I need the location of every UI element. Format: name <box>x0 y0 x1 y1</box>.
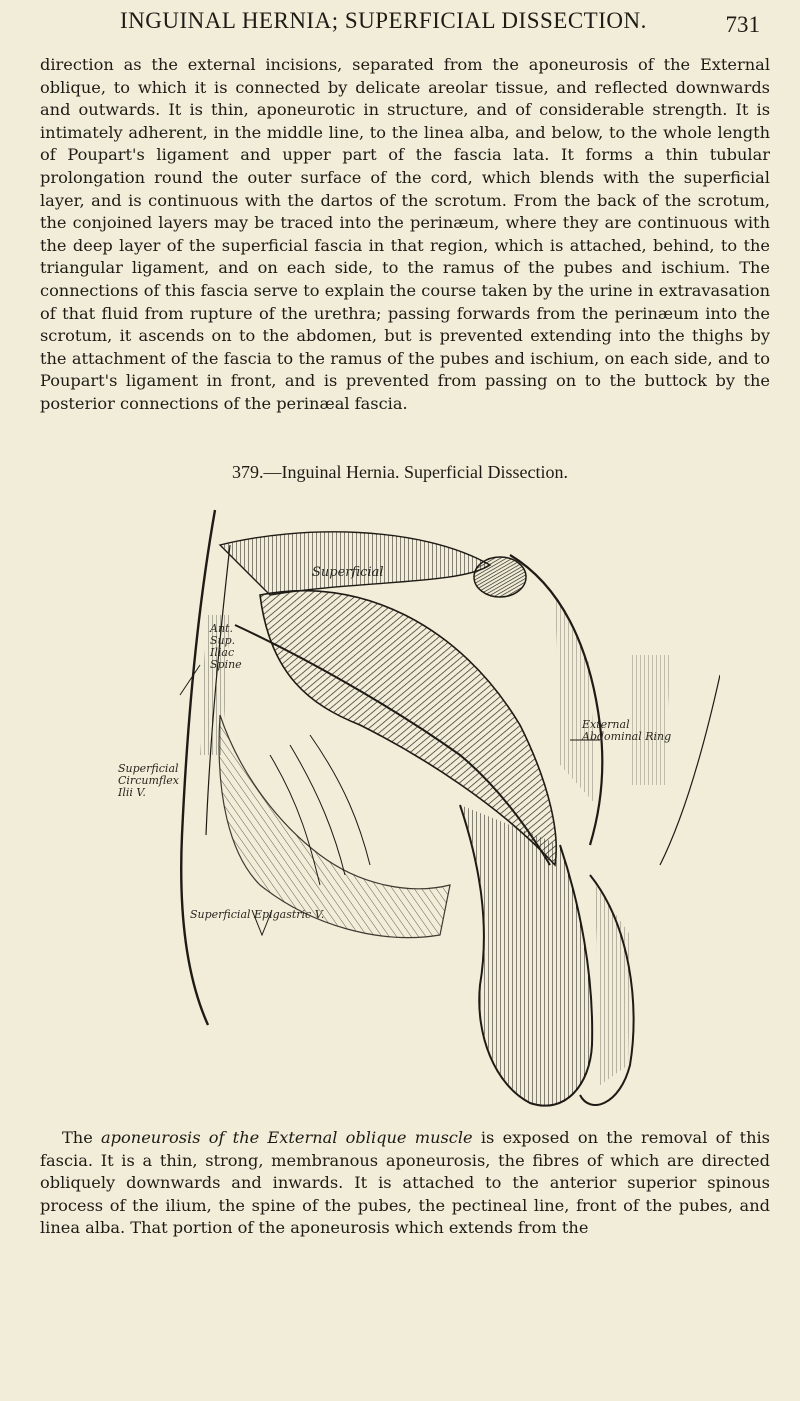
scrotum-right-hatch <box>595 885 630 1085</box>
anatomical-illustration <box>118 505 720 1115</box>
right-flap-hatch <box>555 595 596 805</box>
label-abdominal-ring: Abdominal Ring <box>582 730 672 743</box>
label-superficial-circumflex <box>118 763 179 799</box>
illustration-svg <box>160 505 720 1115</box>
label-superficial-top: Superficial <box>312 565 384 580</box>
spermatic-cord <box>460 805 592 1106</box>
label-iliac: Iliac <box>210 646 235 659</box>
label-circumflex-3: Ilii V. <box>118 786 146 799</box>
label-ant: Ant. <box>210 622 233 635</box>
label-circumflex-2: Circumflex <box>118 774 179 787</box>
running-head <box>40 6 770 40</box>
label-sup: Sup. <box>210 634 236 647</box>
page-number: 731 <box>725 12 760 37</box>
label-circumflex-1: Superficial <box>118 762 179 775</box>
label-ant-sup-iliac-spine <box>210 623 242 671</box>
circumflex-pointer <box>180 665 200 695</box>
figure-caption: 379.—Inguinal Hernia. Superficial Dissection. <box>232 462 568 482</box>
label-external-abdominal-ring <box>582 719 671 743</box>
para2-rest: is exposed on the removal of this fascia. It is a thin, strong, membranous aponeurosis, the fibres of which are directed obliquely downwards and inwards. It is attached to the anterior superior spinous process of the ilium, the spine of the pubes, the pectineal line, front of the pubes, and linea alba. That portion of the aponeurosis which extends from the <box>40 1128 770 1238</box>
right-flap-outline <box>660 675 720 865</box>
label-external: External <box>582 718 630 731</box>
reflected-fascia-top <box>220 532 490 595</box>
running-title: INGUINAL HERNIA; SUPERFICIAL DISSECTION. <box>120 8 647 33</box>
label-superficial-epigastric: Superficial Epigastric V. <box>190 908 325 921</box>
para2-italic-term: aponeurosis of the External oblique muscle <box>101 1128 473 1147</box>
label-spine: Spine <box>210 658 242 671</box>
body-paragraph-1: direction as the external incisions, separated from the aponeurosis of the External oblique, to which it is connected by delicate areolar tissue, and reflected downwards and outwards. It is thin, aponeurotic in structure, and of considerable strength. It is intimately adherent, in the middle line, to the linea alba, and below, to the whole length of Poupart's ligament and upper part of the fascia lata. It forms a thin tubular prolongation round the outer surface of the cord, which blends with the superficial layer, and is continuous with the dartos of the scrotum. From the back of the scrotum, the conjoined layers may be traced into the perinæum, where they are continuous with the deep layer of the superficial fascia in that region, which is attached, behind, to the triangular ligament, and on each side, to the ramus of the pubes and ischium. The connections of this fascia serve to explain the course taken by the urine in extravasation of that fluid from rupture of the urethra; passing forwards from the perinæum into the scrotum, it ascends on to the abdomen, but is prevented extending into the thighs by the attachment of the fascia to the ramus of the pubes and ischium, on each side, and to Poupart's ligament in front, and is prevented from passing on to the buttock by the posterior connections of the perinæal fascia. <box>40 55 770 413</box>
para2-lead: The <box>62 1128 102 1147</box>
body-paragraph-2 <box>40 1127 770 1240</box>
umbilicus-marker <box>474 557 526 597</box>
external-oblique-aponeurosis <box>260 591 556 865</box>
